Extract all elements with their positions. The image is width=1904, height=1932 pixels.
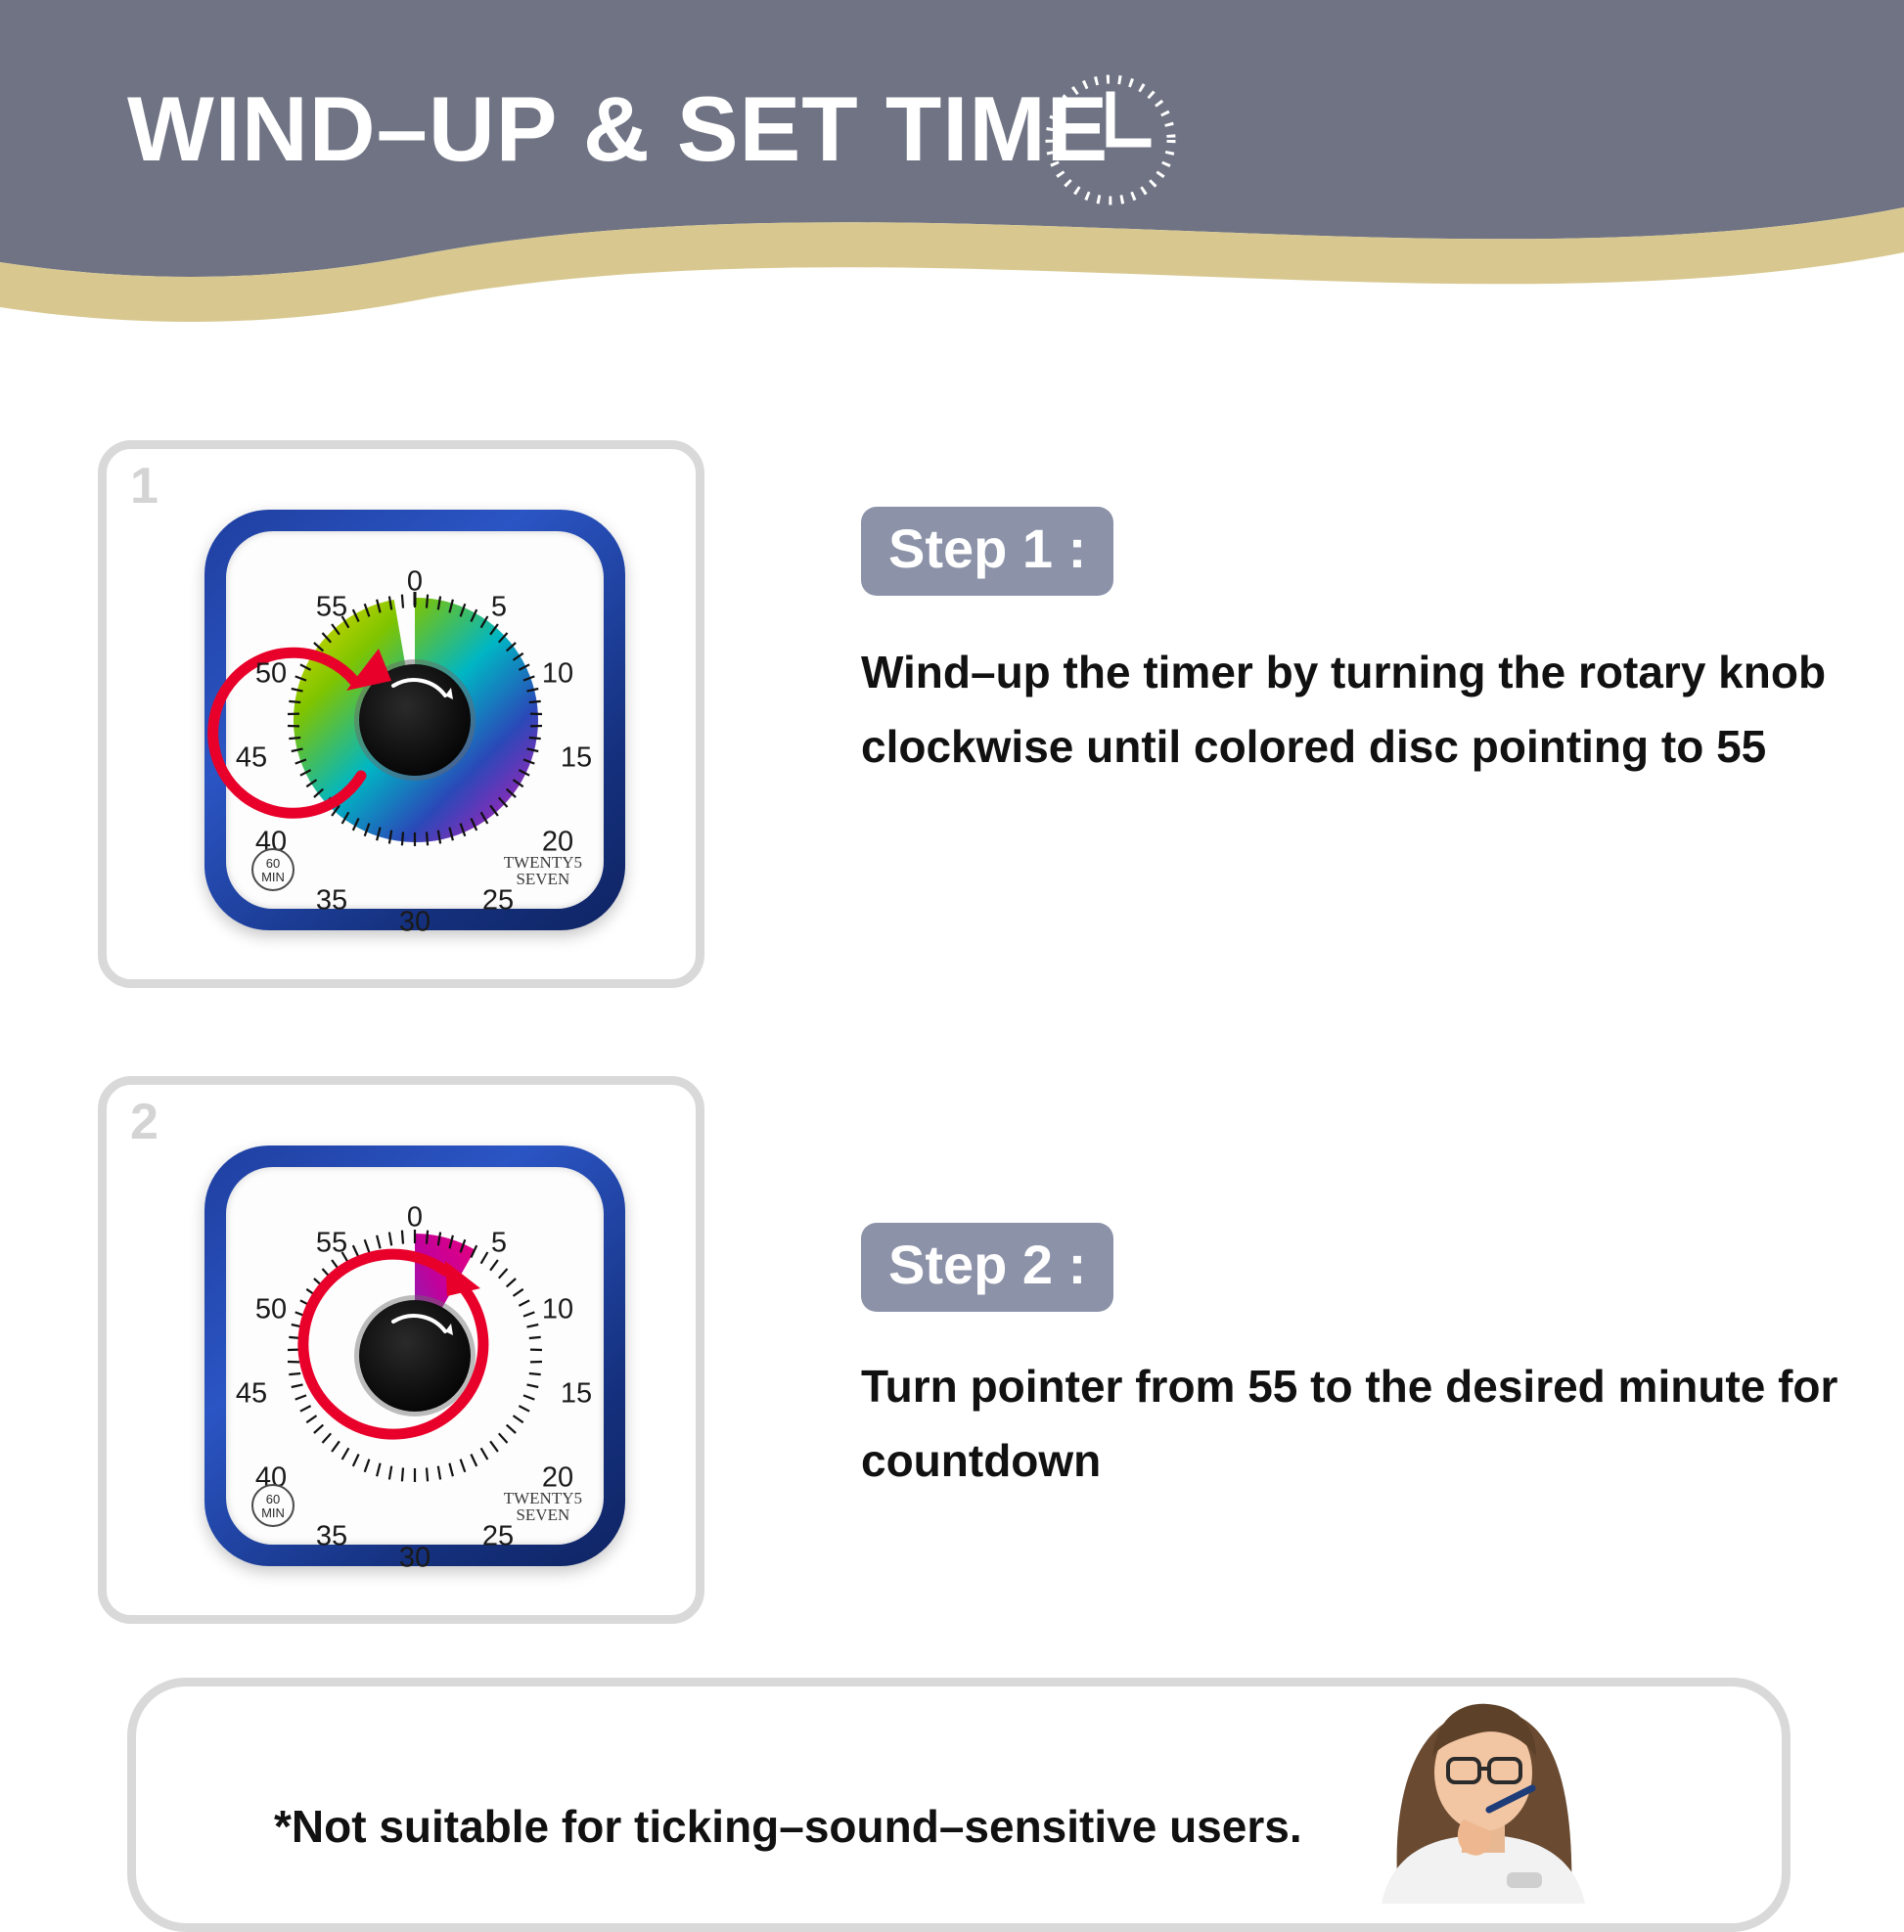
brand-line-1-2: TWENTY5 (504, 1489, 582, 1507)
page-header (0, 0, 1904, 293)
dial-number-10: 10 (542, 658, 573, 691)
dial-number-50: 50 (255, 658, 287, 691)
step-1-description: Wind–up the timer by turning the rotary knob clockwise until colored disc pointing to 55 (861, 636, 1839, 785)
step-2-description: Turn pointer from 55 to the desired minute for countdown (861, 1350, 1839, 1499)
dial-number-55-2: 55 (316, 1228, 347, 1260)
brand-line-2: SEVEN (516, 870, 569, 888)
dial-number-5-2: 5 (491, 1228, 507, 1260)
panel-number-1: 1 (130, 457, 159, 516)
dial-number-20-2: 20 (542, 1462, 573, 1495)
dial-number-25: 25 (482, 885, 514, 918)
dial-number-30: 30 (399, 907, 431, 939)
dial-number-55: 55 (316, 592, 347, 624)
brand-line-2-2: SEVEN (516, 1505, 569, 1524)
woman-thinking-photo (1340, 1663, 1624, 1904)
note-text: *Not suitable for ticking–sound–sensitive users. (274, 1800, 1302, 1853)
timer-dial-step2 (253, 1194, 576, 1517)
dial-number-0-2: 0 (407, 1202, 423, 1235)
timer-device-step2 (204, 1146, 625, 1566)
page-title: WIND–UP & SET TIME (127, 76, 1109, 182)
badge-top-label: 60 (266, 856, 280, 871)
timer-device-step1 (204, 510, 625, 930)
dial-number-40: 40 (255, 827, 287, 859)
brand-logo-2 (504, 1490, 582, 1523)
step-2-image-panel (98, 1076, 704, 1624)
dial-number-10-2: 10 (542, 1294, 573, 1326)
badge-top-label-2: 60 (266, 1492, 280, 1506)
dial-number-50-2: 50 (255, 1294, 287, 1326)
step-1-image-panel (98, 440, 704, 988)
dial-number-35-2: 35 (316, 1521, 347, 1553)
dial-number-25-2: 25 (482, 1521, 514, 1553)
duration-badge-2 (251, 1484, 295, 1527)
dial-number-30-2: 30 (399, 1543, 431, 1575)
badge-bottom-label-2: MIN (261, 1505, 285, 1520)
timer-face-2 (226, 1167, 604, 1545)
dial-number-40-2: 40 (255, 1462, 287, 1495)
timer-face (226, 531, 604, 909)
dial-number-15: 15 (561, 742, 592, 775)
dial-number-5: 5 (491, 592, 507, 624)
brand-line-1: TWENTY5 (504, 853, 582, 872)
timer-dial-step1 (253, 559, 576, 881)
panel-number-2: 2 (130, 1093, 159, 1151)
duration-badge (251, 848, 295, 891)
dial-number-0: 0 (407, 566, 423, 599)
dial-number-20: 20 (542, 827, 573, 859)
woman-thinking-illustration (1340, 1663, 1624, 1904)
dial-number-15-2: 15 (561, 1378, 592, 1411)
brand-logo (504, 854, 582, 887)
step-2-label: Step 2 : (861, 1223, 1113, 1312)
dial-number-45-2: 45 (236, 1378, 267, 1411)
badge-bottom-label: MIN (261, 870, 285, 884)
step-1-label: Step 1 : (861, 507, 1113, 596)
dial-number-45: 45 (236, 742, 267, 775)
dial-number-35: 35 (316, 885, 347, 918)
clock-icon (1037, 67, 1184, 213)
